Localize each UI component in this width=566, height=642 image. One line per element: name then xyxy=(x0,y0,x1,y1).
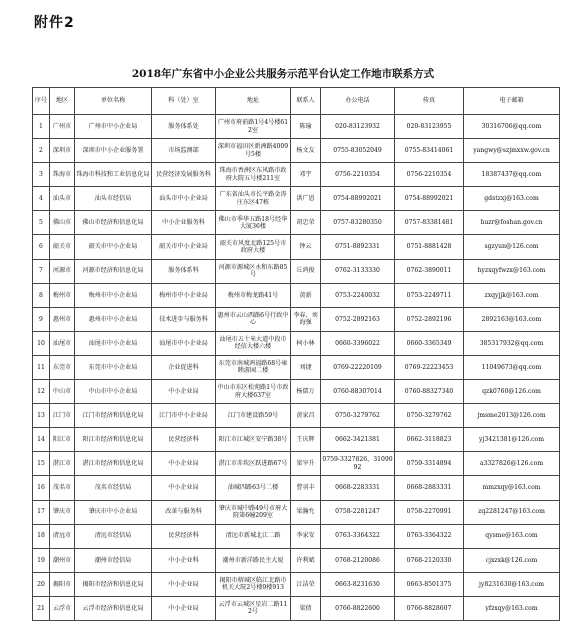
cell-department: 韶关市中小企业局 xyxy=(152,235,216,259)
table-row xyxy=(33,452,560,476)
header-phone: 办公电话 xyxy=(321,88,395,115)
cell-index: 8 xyxy=(33,283,50,307)
cell-phone: 0759-3327826、3109092 xyxy=(321,452,395,476)
cell-email[interactable]: a3327826@126.com xyxy=(464,452,560,476)
table-row xyxy=(33,283,560,307)
cell-phone: 0753-2240032 xyxy=(321,283,395,307)
header-unit: 单位名称 xyxy=(75,88,152,115)
table-row xyxy=(33,115,560,139)
cell-fax: 020-83123955 xyxy=(395,115,464,139)
cell-address: 中山市东区松苑路1号市政府大楼637室 xyxy=(216,380,291,404)
cell-contact: 杨文友 xyxy=(291,139,321,163)
cell-address: 河源市源城区永和东路85号 xyxy=(216,259,291,283)
cell-contact: 梁宰升 xyxy=(291,452,321,476)
cell-contact: 黄新 xyxy=(291,283,321,307)
cell-phone: 0768-2120086 xyxy=(321,548,395,572)
cell-email[interactable]: 385317932@qq.com xyxy=(464,331,560,355)
cell-address: 江门市建设路59号 xyxy=(216,404,291,428)
cell-index: 14 xyxy=(33,428,50,452)
cell-address: 揭阳市榕城区临江北路市机关大院2号楼9楼913 xyxy=(216,572,291,596)
cell-fax: 0758-2270991 xyxy=(395,500,464,524)
cell-email[interactable]: sgzyun@126.com xyxy=(464,235,560,259)
cell-phone: 0751-8892331 xyxy=(321,235,395,259)
cell-department: 民营经济发展服务科 xyxy=(152,163,216,187)
cell-region: 广州市 xyxy=(50,115,75,139)
cell-email[interactable]: gdstzxj@163.com xyxy=(464,187,560,211)
cell-fax: 0750-3279762 xyxy=(395,404,464,428)
cell-unit: 广州市中小企业局 xyxy=(75,115,152,139)
document-title: 2018年广东省中小企业公共服务示范平台认定工作地市联系方式 xyxy=(131,68,435,80)
cell-region: 清远市 xyxy=(50,524,75,548)
cell-fax: 0663-8501375 xyxy=(395,572,464,596)
cell-unit: 江门市经济和信息化局 xyxy=(75,404,152,428)
cell-email[interactable]: 18387437@qq.com xyxy=(464,163,560,187)
cell-region: 梅州市 xyxy=(50,283,75,307)
table-row xyxy=(33,139,560,163)
cell-unit: 梅州市中小企业局 xyxy=(75,283,152,307)
cell-address: 潮州市新洋路民主大厦 xyxy=(216,548,291,572)
cell-index: 17 xyxy=(33,500,50,524)
cell-address: 肇庆市城中路49号市府大院第6幢209室 xyxy=(216,500,291,524)
cell-address: 梅州市梅龙路41号 xyxy=(216,283,291,307)
cell-fax: 0762-3890011 xyxy=(395,259,464,283)
cell-address: 清远市新城北江二路 xyxy=(216,524,291,548)
cell-department: 服务体系处 xyxy=(152,115,216,139)
cell-index: 11 xyxy=(33,355,50,379)
cell-phone: 0760-88307014 xyxy=(321,380,395,404)
cell-fax: 0751-8881428 xyxy=(395,235,464,259)
cell-unit: 潮州市经信局 xyxy=(75,548,152,572)
cell-contact: 陈瑜 xyxy=(291,115,321,139)
cell-email[interactable]: yangwy@szjmxxw.gov.cn xyxy=(464,139,560,163)
cell-region: 惠州市 xyxy=(50,307,75,331)
table-row xyxy=(33,331,560,355)
cell-contact: 曹羽丰 xyxy=(291,476,321,500)
cell-fax: 0766-8828607 xyxy=(395,596,464,620)
table-row xyxy=(33,259,560,283)
cell-phone: 0662-3421381 xyxy=(321,428,395,452)
cell-index: 19 xyxy=(33,548,50,572)
cell-department: 汕头市中小企业局 xyxy=(152,187,216,211)
cell-fax: 0756-2210354 xyxy=(395,163,464,187)
cell-region: 汕头市 xyxy=(50,187,75,211)
table-row xyxy=(33,596,560,620)
cell-fax: 0757-83381481 xyxy=(395,211,464,235)
cell-contact: 刘捷 xyxy=(291,355,321,379)
cell-region: 东莞市 xyxy=(50,355,75,379)
cell-region: 湛江市 xyxy=(50,452,75,476)
cell-index: 4 xyxy=(33,187,50,211)
cell-unit: 佛山市经济和信息化局 xyxy=(75,211,152,235)
cell-unit: 惠州市中小企业局 xyxy=(75,307,152,331)
cell-region: 肇庆市 xyxy=(50,500,75,524)
cell-address: 油城四路63号二楼 xyxy=(216,476,291,500)
cell-unit: 汕头市经信局 xyxy=(75,187,152,211)
cell-email[interactable]: 11049673@qq.com xyxy=(464,355,560,379)
header-fax: 传真 xyxy=(395,88,464,115)
cell-unit: 揭阳市经济和信息化局 xyxy=(75,572,152,596)
cell-index: 20 xyxy=(33,572,50,596)
cell-phone: 0763-3364322 xyxy=(321,524,395,548)
cell-contact: 李家安 xyxy=(291,524,321,548)
header-region: 地区 xyxy=(50,88,75,115)
cell-index: 6 xyxy=(33,235,50,259)
cell-index: 1 xyxy=(33,115,50,139)
cell-region: 韶关市 xyxy=(50,235,75,259)
attachment-label: 附件2 xyxy=(34,15,75,31)
cell-region: 阳江市 xyxy=(50,428,75,452)
cell-fax: 0760-88327340 xyxy=(395,380,464,404)
cell-phone: 0758-2281247 xyxy=(321,500,395,524)
cell-region: 珠海市 xyxy=(50,163,75,187)
cell-address: 广东省汕头市长平路金涛庄东区47栋 xyxy=(216,187,291,211)
cell-email[interactable]: 30316706@qq.com xyxy=(464,115,560,139)
cell-address: 阳江市江城区安宁路38号 xyxy=(216,428,291,452)
cell-address: 珠海市香洲区东风路市政府大院五号楼211室 xyxy=(216,163,291,187)
cell-phone: 0663-8231630 xyxy=(321,572,395,596)
table-row xyxy=(33,500,560,524)
cell-department: 中小企业服务科 xyxy=(152,211,216,235)
cell-index: 21 xyxy=(33,596,50,620)
cell-email[interactable]: yfzxqy@163.com xyxy=(464,596,560,620)
cell-region: 潮州市 xyxy=(50,548,75,572)
table-row xyxy=(33,355,560,379)
cell-address: 汕尾市五十米大道中段市经信大楼六楼 xyxy=(216,331,291,355)
cell-fax: 0769-22223453 xyxy=(395,355,464,379)
cell-index: 3 xyxy=(33,163,50,187)
cell-unit: 中山市中小企业局 xyxy=(75,380,152,404)
cell-fax: 0660-3365349 xyxy=(395,331,464,355)
cell-region: 河源市 xyxy=(50,259,75,283)
cell-unit: 茂名市经信局 xyxy=(75,476,152,500)
cell-contact: 黄家昌 xyxy=(291,404,321,428)
cell-region: 江门市 xyxy=(50,404,75,428)
cell-region: 中山市 xyxy=(50,380,75,404)
cell-unit: 河源市经济和信息化局 xyxy=(75,259,152,283)
cell-contact: 柯小林 xyxy=(291,331,321,355)
cell-index: 2 xyxy=(33,139,50,163)
cell-contact: 王庆辉 xyxy=(291,428,321,452)
cell-unit: 汕尾市中小企业局 xyxy=(75,331,152,355)
cell-index: 18 xyxy=(33,524,50,548)
cell-email[interactable]: huzr@foshan.gov.cn xyxy=(464,211,560,235)
cell-phone: 0756-2210354 xyxy=(321,163,395,187)
table-row xyxy=(33,548,560,572)
header-address: 地址 xyxy=(216,88,291,115)
cell-region: 佛山市 xyxy=(50,211,75,235)
cell-contact: 江洁荣 xyxy=(291,572,321,596)
cell-fax: 0662-3118823 xyxy=(395,428,464,452)
cell-department: 汕尾市中小企业局 xyxy=(152,331,216,355)
cell-email[interactable]: yj3421381@126.com xyxy=(464,428,560,452)
cell-contact: 胡忠荣 xyxy=(291,211,321,235)
cell-index: 12 xyxy=(33,380,50,404)
cell-unit: 深圳市中小企业服务署 xyxy=(75,139,152,163)
cell-unit: 韶关市中小企业局 xyxy=(75,235,152,259)
table-row xyxy=(33,307,560,331)
cell-email[interactable]: zxqyjjk@163.com xyxy=(464,283,560,307)
cell-region: 云浮市 xyxy=(50,596,75,620)
cell-contact: 邓宇 xyxy=(291,163,321,187)
table-row xyxy=(33,428,560,452)
cell-unit: 清远市经信局 xyxy=(75,524,152,548)
cell-address: 云浮市云城区星岩二路112号 xyxy=(216,596,291,620)
cell-fax: 0768-2120330 xyxy=(395,548,464,572)
cell-contact: 梁倩 xyxy=(291,596,321,620)
cell-department: 中小企业局 xyxy=(152,380,216,404)
cell-fax: 0668-2883331 xyxy=(395,476,464,500)
header-email: 电子邮箱 xyxy=(464,88,560,115)
cell-email[interactable]: zq2281247@163.com xyxy=(464,500,560,524)
table-row xyxy=(33,187,560,211)
table-row xyxy=(33,235,560,259)
cell-phone: 0752-2892163 xyxy=(321,307,395,331)
cell-department: 服务体系科 xyxy=(152,259,216,283)
cell-unit: 肇庆市中小企业局 xyxy=(75,500,152,524)
cell-department: 市场监测部 xyxy=(152,139,216,163)
cell-phone: 0766-8822600 xyxy=(321,596,395,620)
cell-email[interactable]: hyzxqyfwzx@163.com xyxy=(464,259,560,283)
cell-phone: 0660-3396022 xyxy=(321,331,395,355)
header-index: 序号 xyxy=(33,88,50,115)
cell-department: 技术进步与服务科 xyxy=(152,307,216,331)
cell-fax: 0754-88992021 xyxy=(395,187,464,211)
cell-address: 佛山市季华五路18号经华大厦36楼 xyxy=(216,211,291,235)
table-row xyxy=(33,524,560,548)
cell-phone: 0762-3133330 xyxy=(321,259,395,283)
cell-index: 10 xyxy=(33,331,50,355)
cell-email[interactable]: 2892163@163.com xyxy=(464,307,560,331)
cell-address: 湛江市赤坎区跃进路67号 xyxy=(216,452,291,476)
cell-unit: 湛江市经济和信息化局 xyxy=(75,452,152,476)
table-header-row xyxy=(33,88,560,115)
cell-email[interactable]: jy8231630@163.com xyxy=(464,572,560,596)
cell-department: 改革与服务科 xyxy=(152,500,216,524)
cell-email[interactable]: mmzxqy@163.com xyxy=(464,476,560,500)
cell-phone: 0754-88992021 xyxy=(321,187,395,211)
cell-fax: 0752-2892196 xyxy=(395,307,464,331)
cell-department: 梅州市中小企业局 xyxy=(152,283,216,307)
cell-email[interactable]: cjxzxk@126.com xyxy=(464,548,560,572)
cell-department: 民营经济科 xyxy=(152,524,216,548)
cell-contact: 杨儒万 xyxy=(291,380,321,404)
cell-department: 企业促进科 xyxy=(152,355,216,379)
table-row xyxy=(33,476,560,500)
table-row xyxy=(33,380,560,404)
cell-phone: 020-83123932 xyxy=(321,115,395,139)
cell-contact: 许利斌 xyxy=(291,548,321,572)
table-row xyxy=(33,404,560,428)
cell-unit: 云浮市经济和信息化局 xyxy=(75,596,152,620)
cell-unit: 珠海市科技和工业信息化局 xyxy=(75,163,152,187)
table-body xyxy=(33,115,560,621)
cell-department: 中小企业局 xyxy=(152,452,216,476)
cell-department: 中小企业局 xyxy=(152,476,216,500)
cell-phone: 0769-22220109 xyxy=(321,355,395,379)
cell-phone: 0750-3279762 xyxy=(321,404,395,428)
cell-region: 茂名市 xyxy=(50,476,75,500)
cell-fax: 0763-3364322 xyxy=(395,524,464,548)
cell-fax: 0759-3314894 xyxy=(395,452,464,476)
cell-index: 15 xyxy=(33,452,50,476)
cell-address: 韶关市风度北路125号市政府大楼 xyxy=(216,235,291,259)
cell-phone: 0757-83280350 xyxy=(321,211,395,235)
table-row xyxy=(33,211,560,235)
cell-contact: 钟云 xyxy=(291,235,321,259)
cell-fax: 0753-2249711 xyxy=(395,283,464,307)
cell-index: 9 xyxy=(33,307,50,331)
cell-department: 中小企业科 xyxy=(152,548,216,572)
cell-department: 中小企业局 xyxy=(152,596,216,620)
table-row xyxy=(33,572,560,596)
cell-address: 惠州市云山西路6号行政中心 xyxy=(216,307,291,331)
cell-department: 民营经济科 xyxy=(152,428,216,452)
cell-address: 东莞市南城鸿福路68号雍睦游园二楼 xyxy=(216,355,291,379)
cell-address: 广州市府前路1号4号楼612室 xyxy=(216,115,291,139)
cell-fax: 0755-83414061 xyxy=(395,139,464,163)
cell-contact: 李春、刘海强 xyxy=(291,307,321,331)
cell-phone: 0755-83052049 xyxy=(321,139,395,163)
cell-phone: 0668-2283331 xyxy=(321,476,395,500)
cell-unit: 东莞市中小企业局 xyxy=(75,355,152,379)
header-department: 科（处）室 xyxy=(152,88,216,115)
cell-contact: 丘鸿俊 xyxy=(291,259,321,283)
cell-department: 中小企业局 xyxy=(152,572,216,596)
cell-email[interactable]: qysme@163.com xyxy=(464,524,560,548)
cell-region: 汕尾市 xyxy=(50,331,75,355)
cell-email[interactable]: qzk0760@126.com xyxy=(464,380,560,404)
cell-contact: 梁瀚允 xyxy=(291,500,321,524)
contact-table xyxy=(32,87,560,621)
cell-email[interactable]: jmsme2013@126.com xyxy=(464,404,560,428)
cell-index: 7 xyxy=(33,259,50,283)
cell-index: 16 xyxy=(33,476,50,500)
cell-address: 深圳市福田区新洲路4009号5楼 xyxy=(216,139,291,163)
cell-unit: 阳江市经济和信息化局 xyxy=(75,428,152,452)
header-contact: 联系人 xyxy=(291,88,321,115)
table-row xyxy=(33,163,560,187)
cell-region: 深圳市 xyxy=(50,139,75,163)
cell-contact: 洪广恩 xyxy=(291,187,321,211)
cell-region: 揭阳市 xyxy=(50,572,75,596)
cell-department: 江门市中小企业局 xyxy=(152,404,216,428)
cell-index: 5 xyxy=(33,211,50,235)
cell-index: 13 xyxy=(33,404,50,428)
